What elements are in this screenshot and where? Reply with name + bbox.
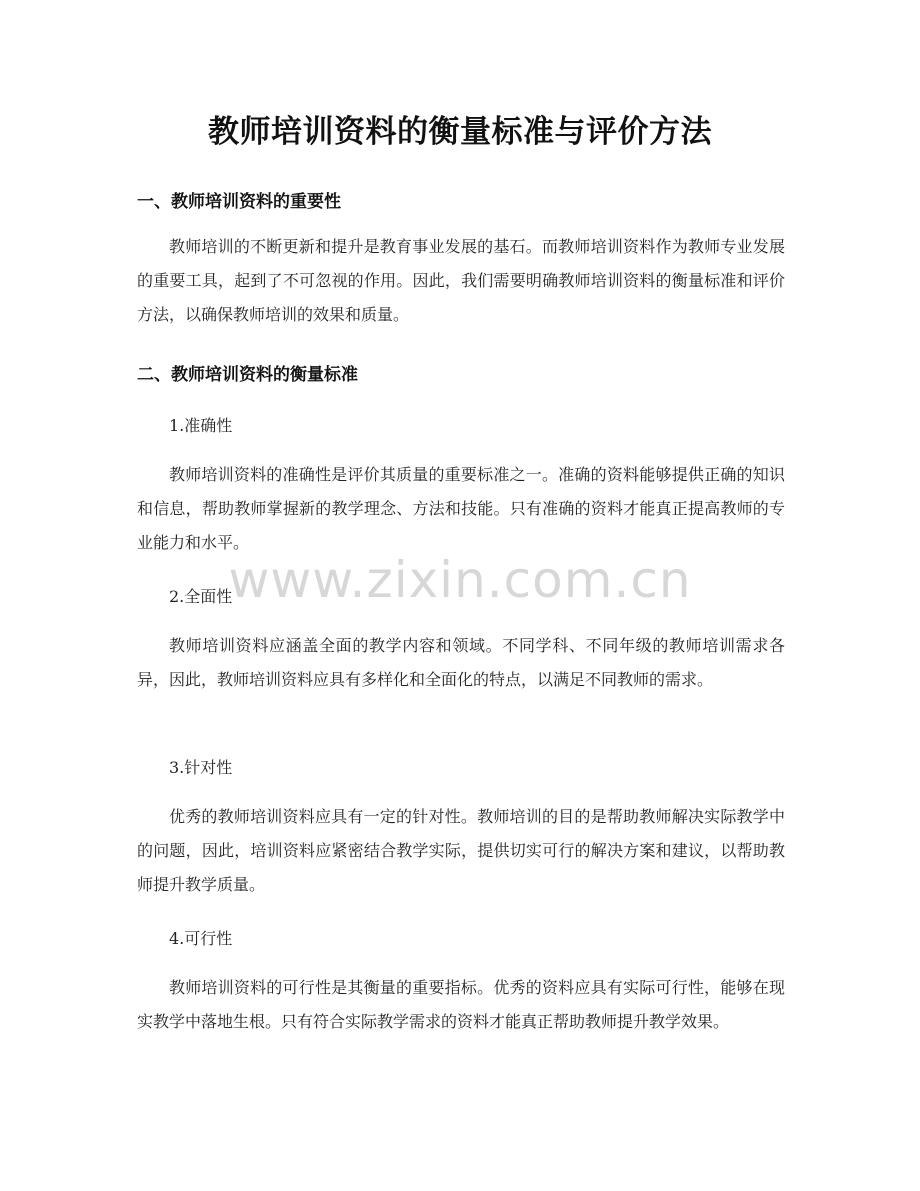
paragraph-accuracy: 教师培训资料的准确性是评价其质量的重要标准之一。准确的资料能够提供正确的知识和信息，帮助教师掌握新的教学理念、方法和技能。只有准确的资料才能真正提高教师的专业能力和水平。: [137, 465, 785, 552]
section-heading-importance: 一、教师培训资料的重要性: [137, 192, 341, 212]
paragraph-comprehensiveness: 教师培训资料应涵盖全面的教学内容和领域。不同学科、不同年级的教师培训需求各异，因此，教师培训资料应具有多样化和全面化的特点，以满足不同教师的需求。: [137, 636, 785, 689]
paragraph-importance: 教师培训的不断更新和提升是教育事业发展的基石。而教师培训资料作为教师专业发展的重要工具，起到了不可忽视的作用。因此，我们需要明确教师培训资料的衡量标准和评价方法，以确保教师培训的效果和质量。: [137, 237, 785, 324]
paragraph-pertinence: 优秀的教师培训资料应具有一定的针对性。教师培训的目的是帮助教师解决实际教学中的问题，因此，培训资料应紧密结合教学实际，提供切实可行的解决方案和建议，以帮助教师提升教学质量。: [137, 807, 785, 894]
subheading-pertinence: 3.针对性: [169, 758, 233, 777]
section-heading-standards: 二、教师培训资料的衡量标准: [137, 365, 358, 385]
subheading-comprehensiveness: 2.全面性: [169, 587, 233, 606]
subheading-accuracy: 1.准确性: [169, 416, 233, 435]
paragraph-feasibility: 教师培训资料的可行性是其衡量的重要指标。优秀的资料应具有实际可行性，能够在现实教学中落地生根。只有符合实际教学需求的资料才能真正帮助教师提升教学效果。: [137, 978, 785, 1031]
subheading-feasibility: 4.可行性: [169, 929, 233, 948]
document-title: 教师培训资料的衡量标准与评价方法: [208, 114, 712, 150]
watermark-text: www.zixin.com.cn: [228, 551, 692, 609]
